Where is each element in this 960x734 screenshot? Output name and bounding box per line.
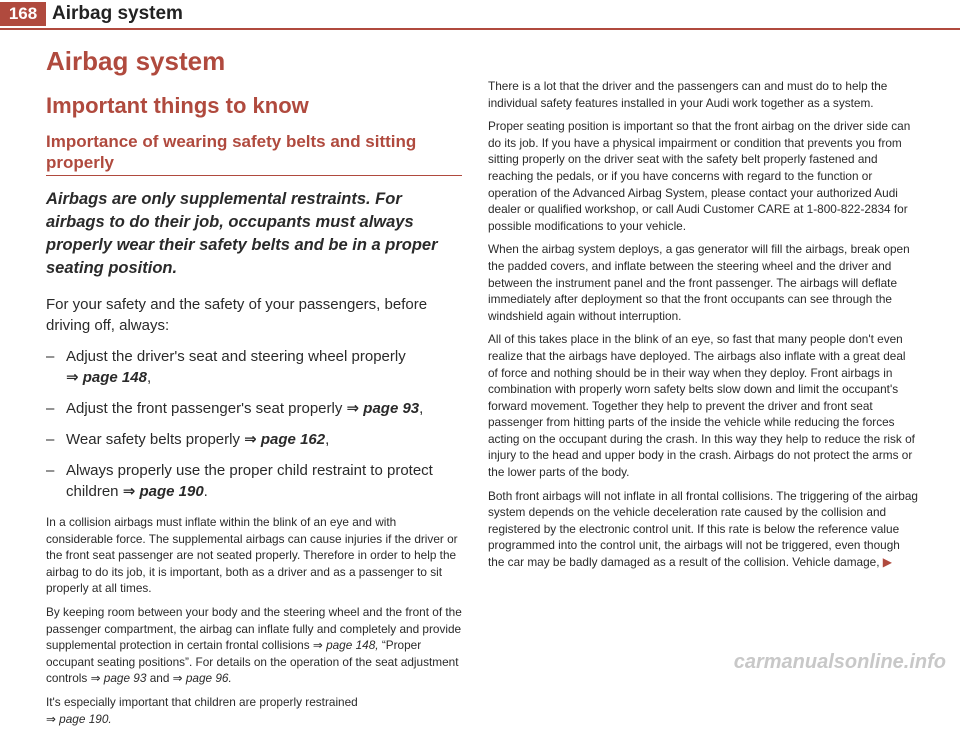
body-paragraph: Both front airbags will not inflate in all frontal collisions. The triggering of the airbag system depends on the vehicle deceleration rate caused by the collision and registered by the electronic control unit. If this rate is below the reference value programmed into the control unit, the airbags will not be triggered, even though the car may be badly damaged as a result of the collision. Vehicle damage, ▶ (488, 488, 918, 570)
list-item: – Adjust the front passenger's seat properly ⇒ page 93, (46, 400, 424, 417)
page-link[interactable]: ⇒ page 148, (312, 638, 379, 653)
header-rule (0, 28, 960, 30)
page-link[interactable]: ⇒ page 190 (122, 483, 204, 500)
section-title: Important things to know (46, 93, 309, 118)
checklist (46, 346, 462, 502)
subsection-rule (46, 175, 462, 176)
intro-paragraph: For your safety and the safety of your passengers, before driving off, always: (46, 296, 428, 334)
page-link[interactable]: ⇒ page 93 (90, 671, 147, 686)
list-item: – Adjust the driver's seat and steering wheel properly ⇒ page 148, (46, 348, 406, 386)
list-item-text: Adjust the front passenger's seat properly (66, 400, 343, 417)
subsection-heading: Importance of wearing safety belts and sitting properly (46, 132, 417, 172)
body-paragraph: When the airbag system deploys, a gas generator will fill the airbags, break open the padded covers, and inflate between the steering wheel and the driver and between the instrument panel and the front passenger. The airbags will deflate immediately after deployment so that the front occupants can see through the windshield again without interruption. (488, 242, 910, 323)
running-title: Airbag system (52, 3, 183, 24)
body-paragraph: In a collision airbags must inflate within the blink of an eye and with considerable force. The supplemental airbags can cause injuries if the driver or the front seat passenger are not seated properly. Therefore in order to help the airbag to do its job, it is important, both as a driver and as a passenger to sit properly at all times. (46, 515, 458, 596)
list-dash: – (46, 348, 55, 365)
list-dash: – (46, 462, 55, 479)
page-link[interactable]: ⇒ page 190. (46, 711, 112, 726)
body-paragraph: By keeping room between your body and the steering wheel and the front of the passenger compartment, the airbag can inflate fully and completely and provide supplemental protection in certain frontal collisions ⇒ page 148, “Proper occupant seating positions”. For details on the operation of the seat adjustment controls ⇒ page 93 and ⇒ page 96. (46, 604, 462, 686)
page-header (0, 0, 960, 34)
page-number: 168 (0, 2, 46, 26)
list-item: – Always properly use the proper child restraint to protect children ⇒ page 190. (46, 462, 433, 500)
page-link[interactable]: ⇒ page 162 (244, 431, 326, 448)
body-paragraph: It's especially important that children are properly restrained ⇒ page 190. (46, 694, 358, 726)
list-item-text: Adjust the driver's seat and steering wheel properly (66, 348, 406, 365)
list-item-text: Wear safety belts properly (66, 431, 240, 448)
left-column (46, 46, 462, 734)
right-column (488, 78, 918, 578)
list-dash: – (46, 400, 55, 417)
list-item: – Wear safety belts properly ⇒ page 162, (46, 431, 330, 448)
body-paragraph: All of this takes place in the blink of an eye, so fast that many people don't even realize that the airbags have deployed. The airbags also inflate with a great deal of force and nothing should be in their way when they deploy. Front airbags in combination with properly worn safety belts slow down and limit the occupant's forward movement. Together they help to prevent the driver and front seat passenger from hitting parts of the inside the vehicle while reducing the forces acting on the occupant during the crash. In this way they help to reduce the risk of injury to the head and upper body in the crash. Airbags do not protect the arms or the lower parts of the body. (488, 332, 915, 480)
page-link[interactable]: ⇒ page 96. (172, 671, 232, 686)
watermark: carmanualsonline.info (733, 651, 946, 673)
page-link[interactable]: ⇒ page 93 (346, 400, 420, 417)
body-paragraph: Proper seating position is important so that the front airbag on the driver side can do its job. If you have a physical impairment or condition that prevents you from sitting properly on the driver seat with the safety belt properly fastened and reaching the pedals, or if you have concerns with regard to the function or operation of the Advanced Airbag System, please contact your authorized Audi dealer or qualified workshop, or call Audi Customer CARE at 1-800-822-2834 for possible modifications to your vehicle. (488, 119, 911, 233)
continue-arrow-icon: ▶ (882, 555, 893, 570)
body-paragraph: There is a lot that the driver and the passengers can and must do to help the individual safety features installed in your Audi work together as a system. (488, 79, 888, 110)
lead-paragraph: Airbags are only supplemental restraints. For airbags to do their job, occupants must always properly wear their safety belts and be in a proper seating position. (46, 190, 438, 277)
list-item-text: Always properly use the proper child restraint to protect children (66, 462, 433, 500)
page-link[interactable]: ⇒ page 148 (66, 369, 147, 386)
list-dash: – (46, 431, 55, 448)
chapter-title: Airbag system (46, 46, 226, 76)
